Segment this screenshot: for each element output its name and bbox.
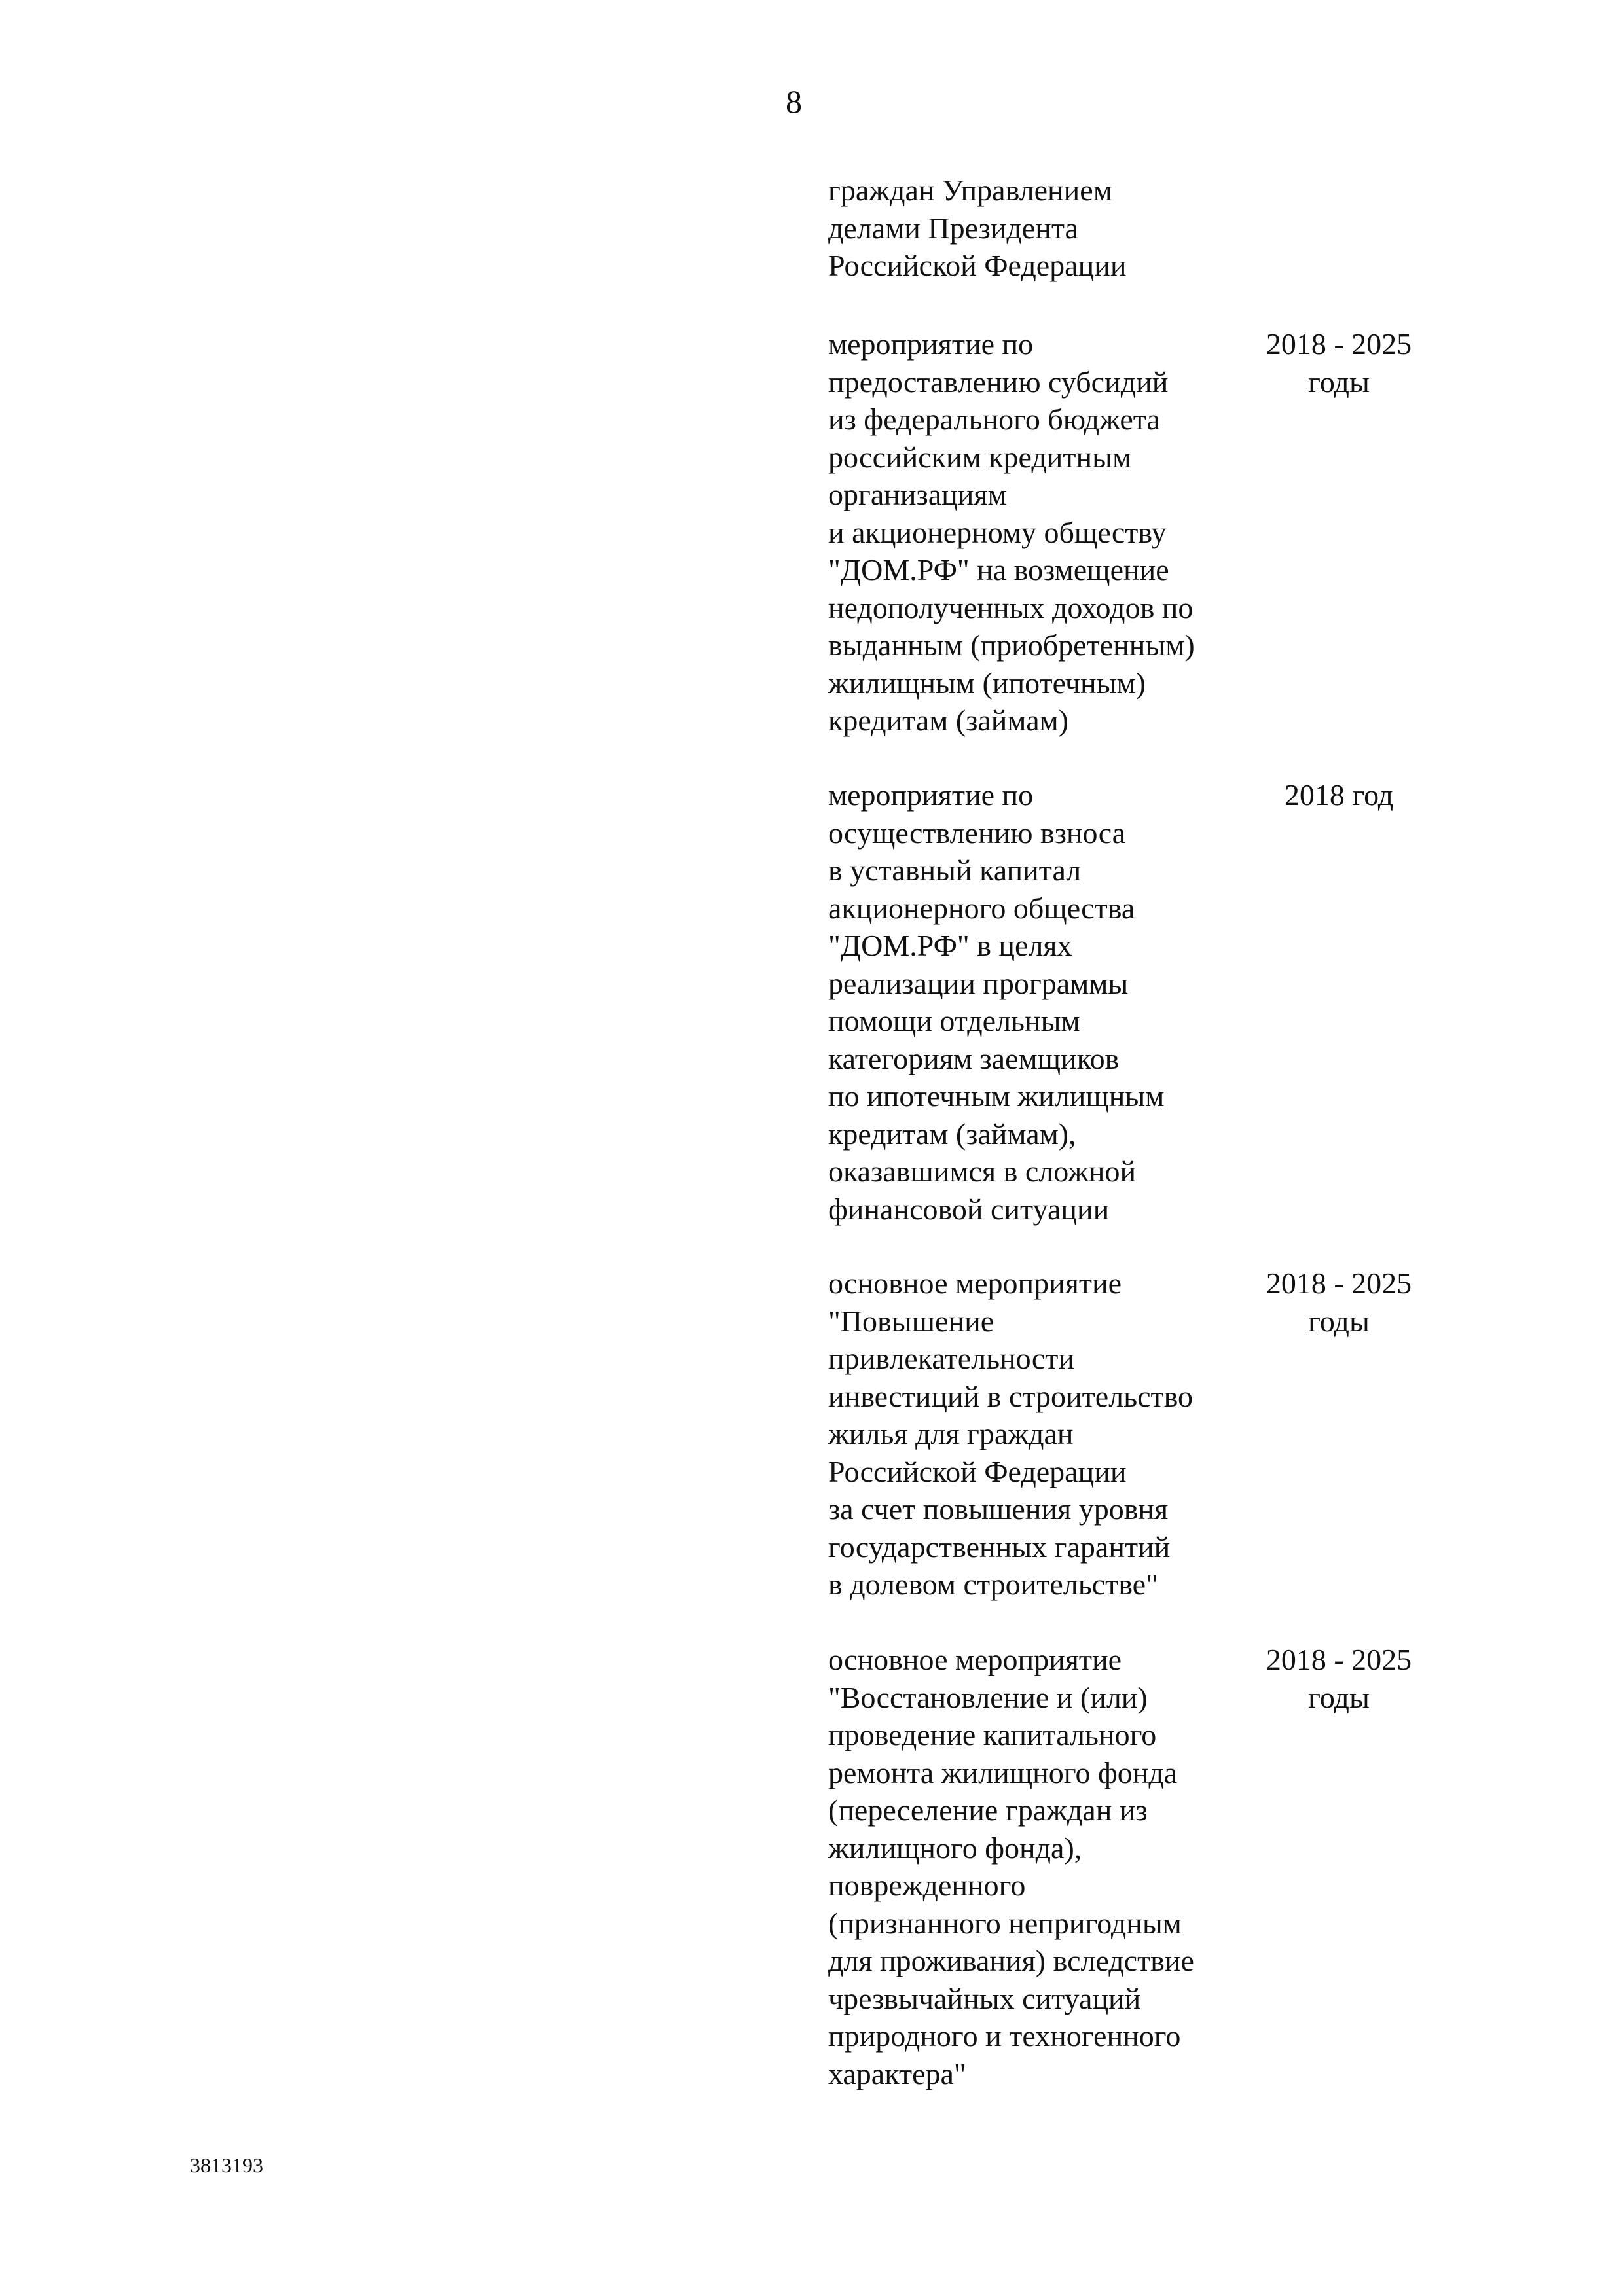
- page-number: 8: [786, 83, 802, 120]
- entry-description: основное мероприятие "Повышение привлекательности инвестиций в строительство жилья для граждан Российской Федерации за счет повышения уровня государственных гарантий в долевом строительстве": [828, 1266, 1194, 1601]
- entry-description: мероприятие по осуществлению взноса в уставный капитал акционерного общества "ДОМ.РФ" в целях реализации программы помощи отдельным категориям заемщиков по ипотечным жилищным кредитам (займам), оказавшимся в сложной финансовой ситуации: [828, 778, 1165, 1226]
- entry-period: 2018 год: [1284, 778, 1394, 812]
- entry-period: 2018 - 2025 годы: [1266, 327, 1412, 399]
- entry-description: мероприятие по предоставлению субсидий из федерального бюджета российским кредитным организациям и акционерному обществу "ДОМ.РФ" на возмещение недополученных доходов по выданным (приобретенным) жилищным (ипотечным) кредитам (займам): [828, 327, 1195, 737]
- entry-period: 2018 - 2025 годы: [1266, 1643, 1412, 1714]
- entry-description: граждан Управлением делами Президента Российской Федерации: [828, 173, 1127, 282]
- document-code: 3813193: [190, 2153, 263, 2177]
- entry-period: 2018 - 2025 годы: [1266, 1266, 1412, 1338]
- entry-description: основное мероприятие "Восстановление и (или) проведение капитального ремонта жилищного фонда (переселение граждан из жилищного фонда), поврежденного (признанного непригодным для проживания) вследствие чрезвычайных ситуаций природного и техногенного характера": [828, 1643, 1194, 2090]
